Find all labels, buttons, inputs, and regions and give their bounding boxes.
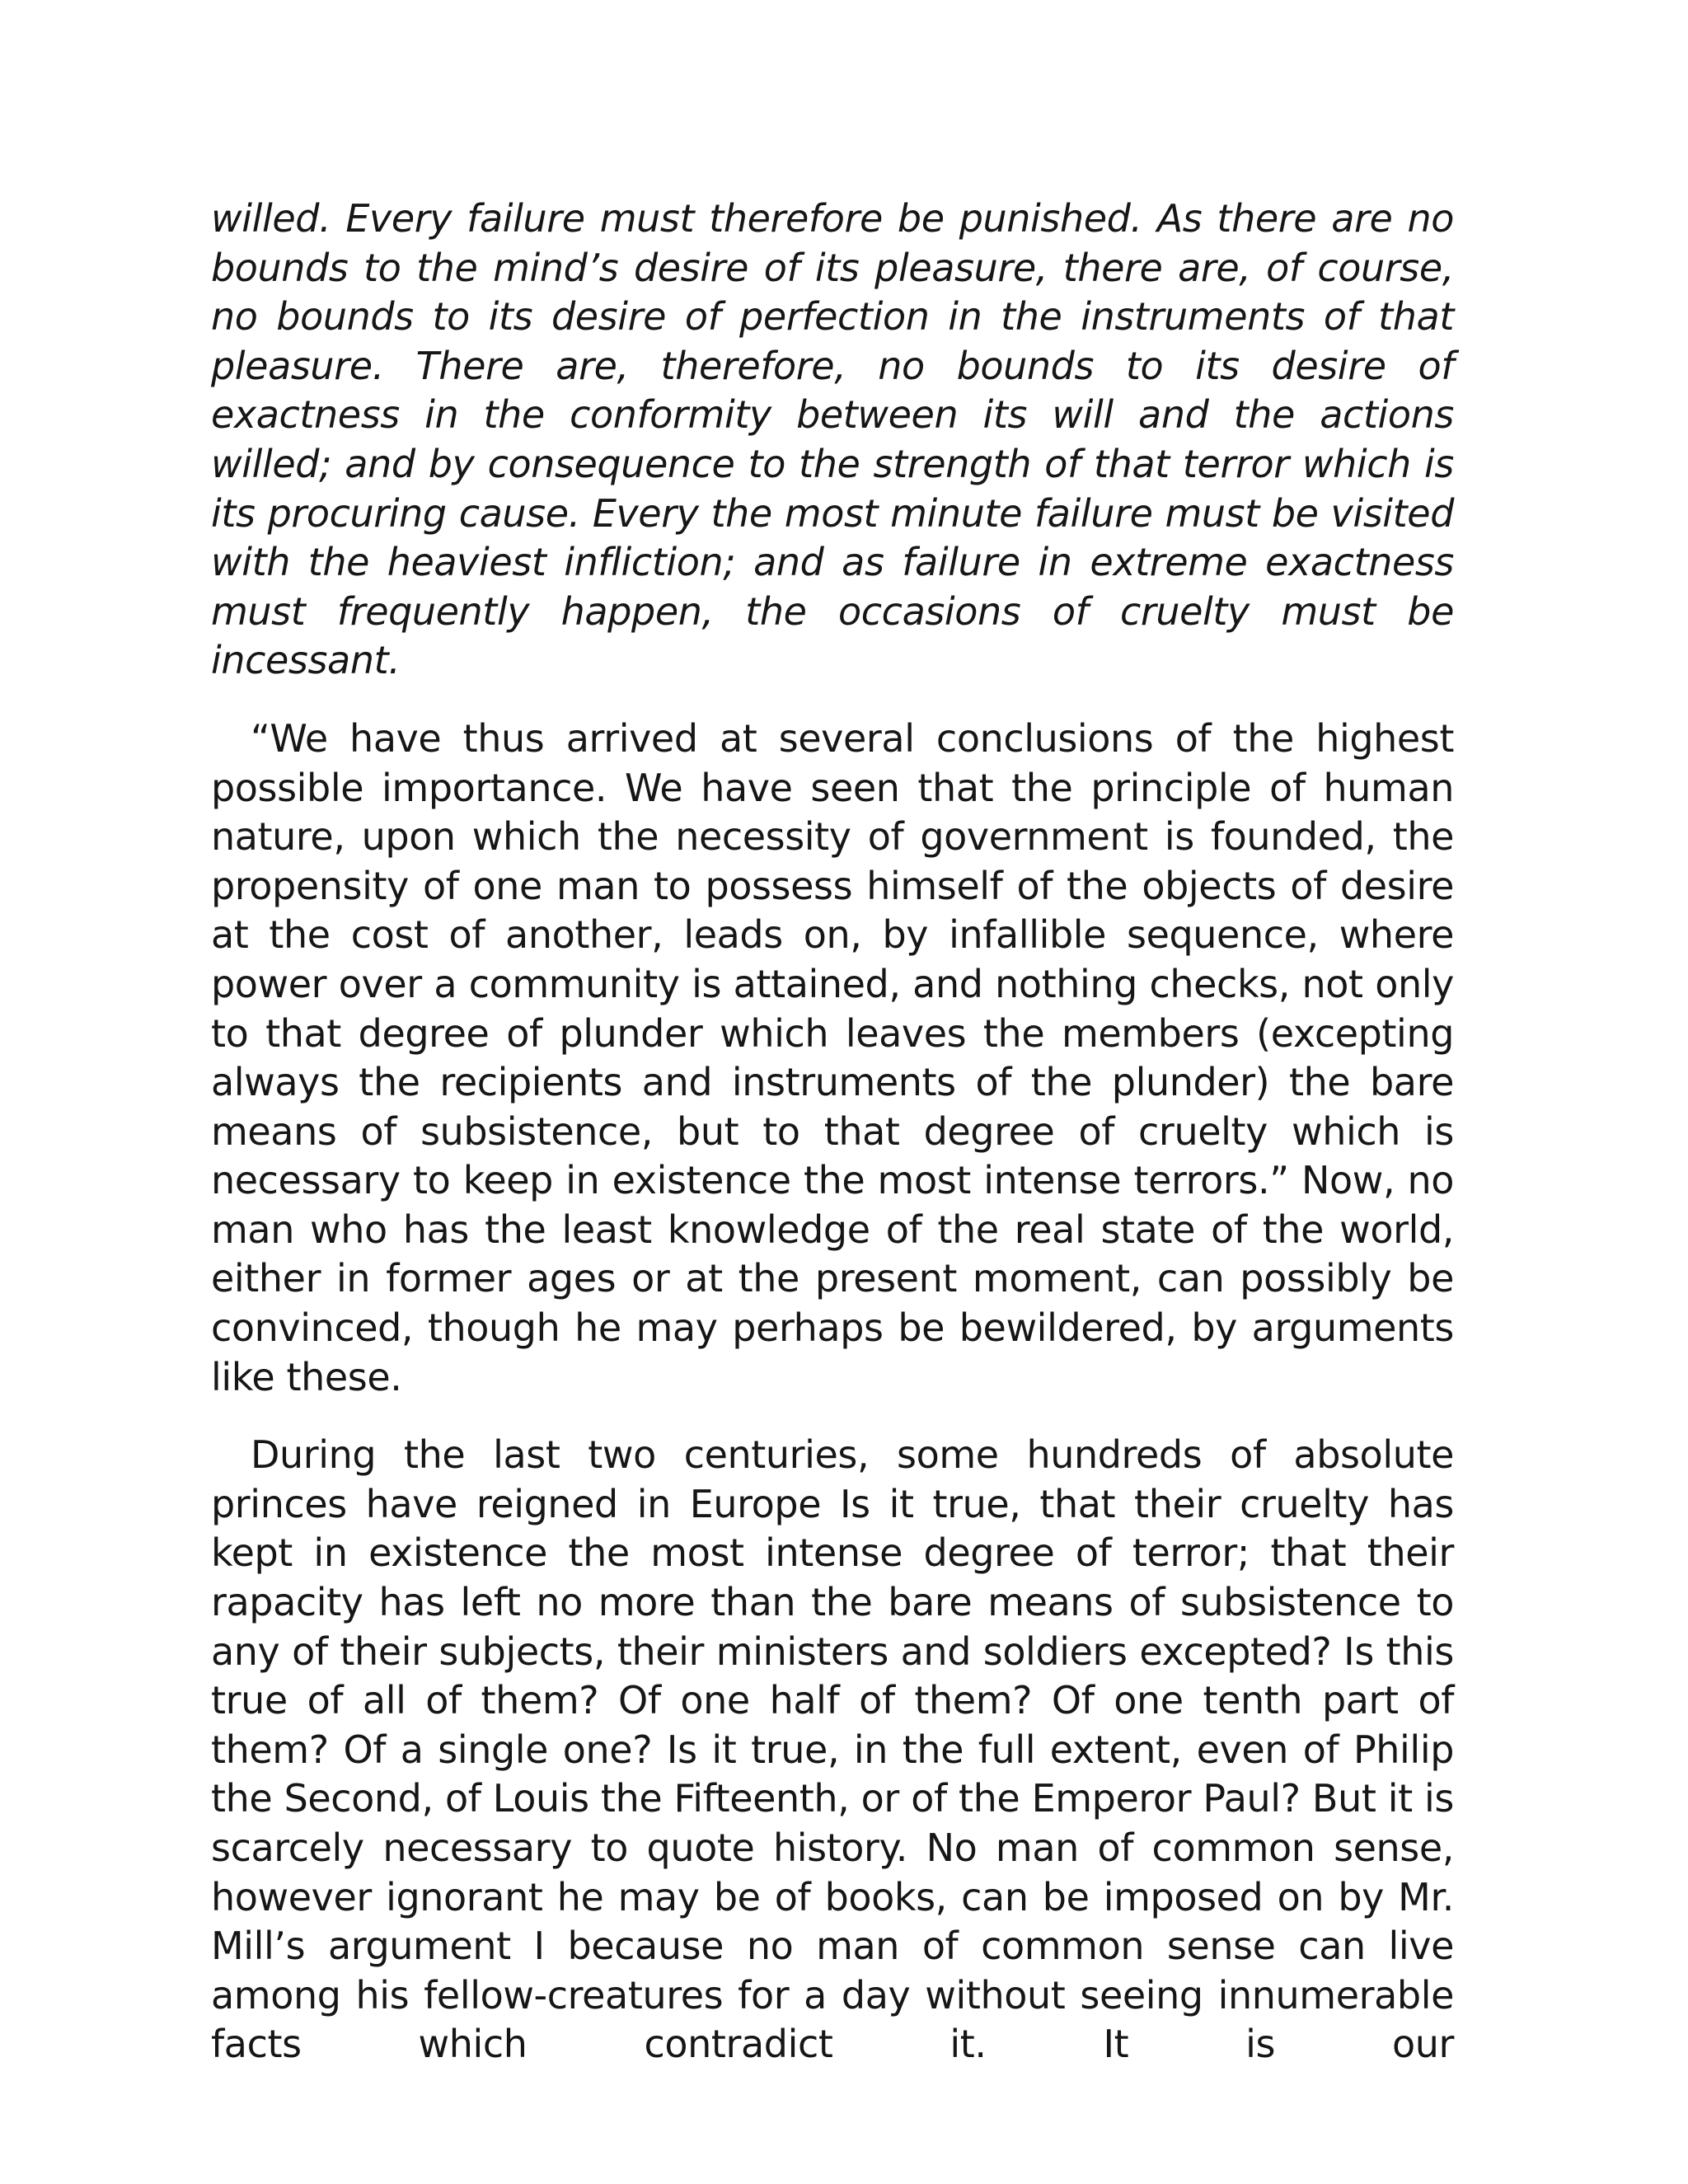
- document-page: [211, 194, 1454, 2069]
- paragraph-absolute-princes: During the last two centuries, some hundreds of absolute princes have reigned in Europe Is it true, that their cruelty has kept in existence the most intense degree of terror; that their rapacity has left no more than the bare means of subsistence to any of their subjects, their ministers and soldiers excepted? Is this true of all of them? Of one half of them? Of one tenth part of them? Of a single one? Is it true, in the full extent, even of Philip the Second, of Louis the Fifteenth, or of the Emperor Paul? But it is scarcely necessary to quote history. No man of common sense, however ignorant he may be of books, can be imposed on by Mr. Mill’s argument I because no man of common sense can live among his fellow-creatures for a day without seeing innumerable facts which contradict it. It is our: [211, 1432, 1454, 2067]
- paragraph-quoted-italic: willed. Every failure must therefore be punished. As there are no bounds to the mind’s desire of its pleasure, there are, of course, no bounds to its desire of perfection in the instruments of that pleasure. There are, therefore, no bounds to its desire of exactness in the conformity between its will and the actions willed; and by consequence to the strength of that terror which is its procuring cause. Every the most minute failure must be visited with the heaviest infliction; and as failure in extreme exactness must frequently happen, the occasions of cruelty must be incessant.: [211, 196, 1454, 683]
- paragraph-quoted-conclusions: “We have thus arrived at several conclusions of the highest possible importance. We have seen that the principle of human nature, upon which the necessity of government is founded, the propensity of one man to possess himself of the objects of desire at the cost of another, leads on, by infallible sequence, where power over a community is attained, and nothing checks, not only to that degree of plunder which leaves the members (excepting always the recipients and instruments of the plunder) the bare means of subsistence, but to that degree of cruelty which is necessary to keep in existence the most intense terrors.” Now, no man who has the least knowledge of the real state of the world, either in former ages or at the present moment, can possibly be convinced, though he may perhaps be bewildered, by arguments like these.: [211, 715, 1454, 1399]
